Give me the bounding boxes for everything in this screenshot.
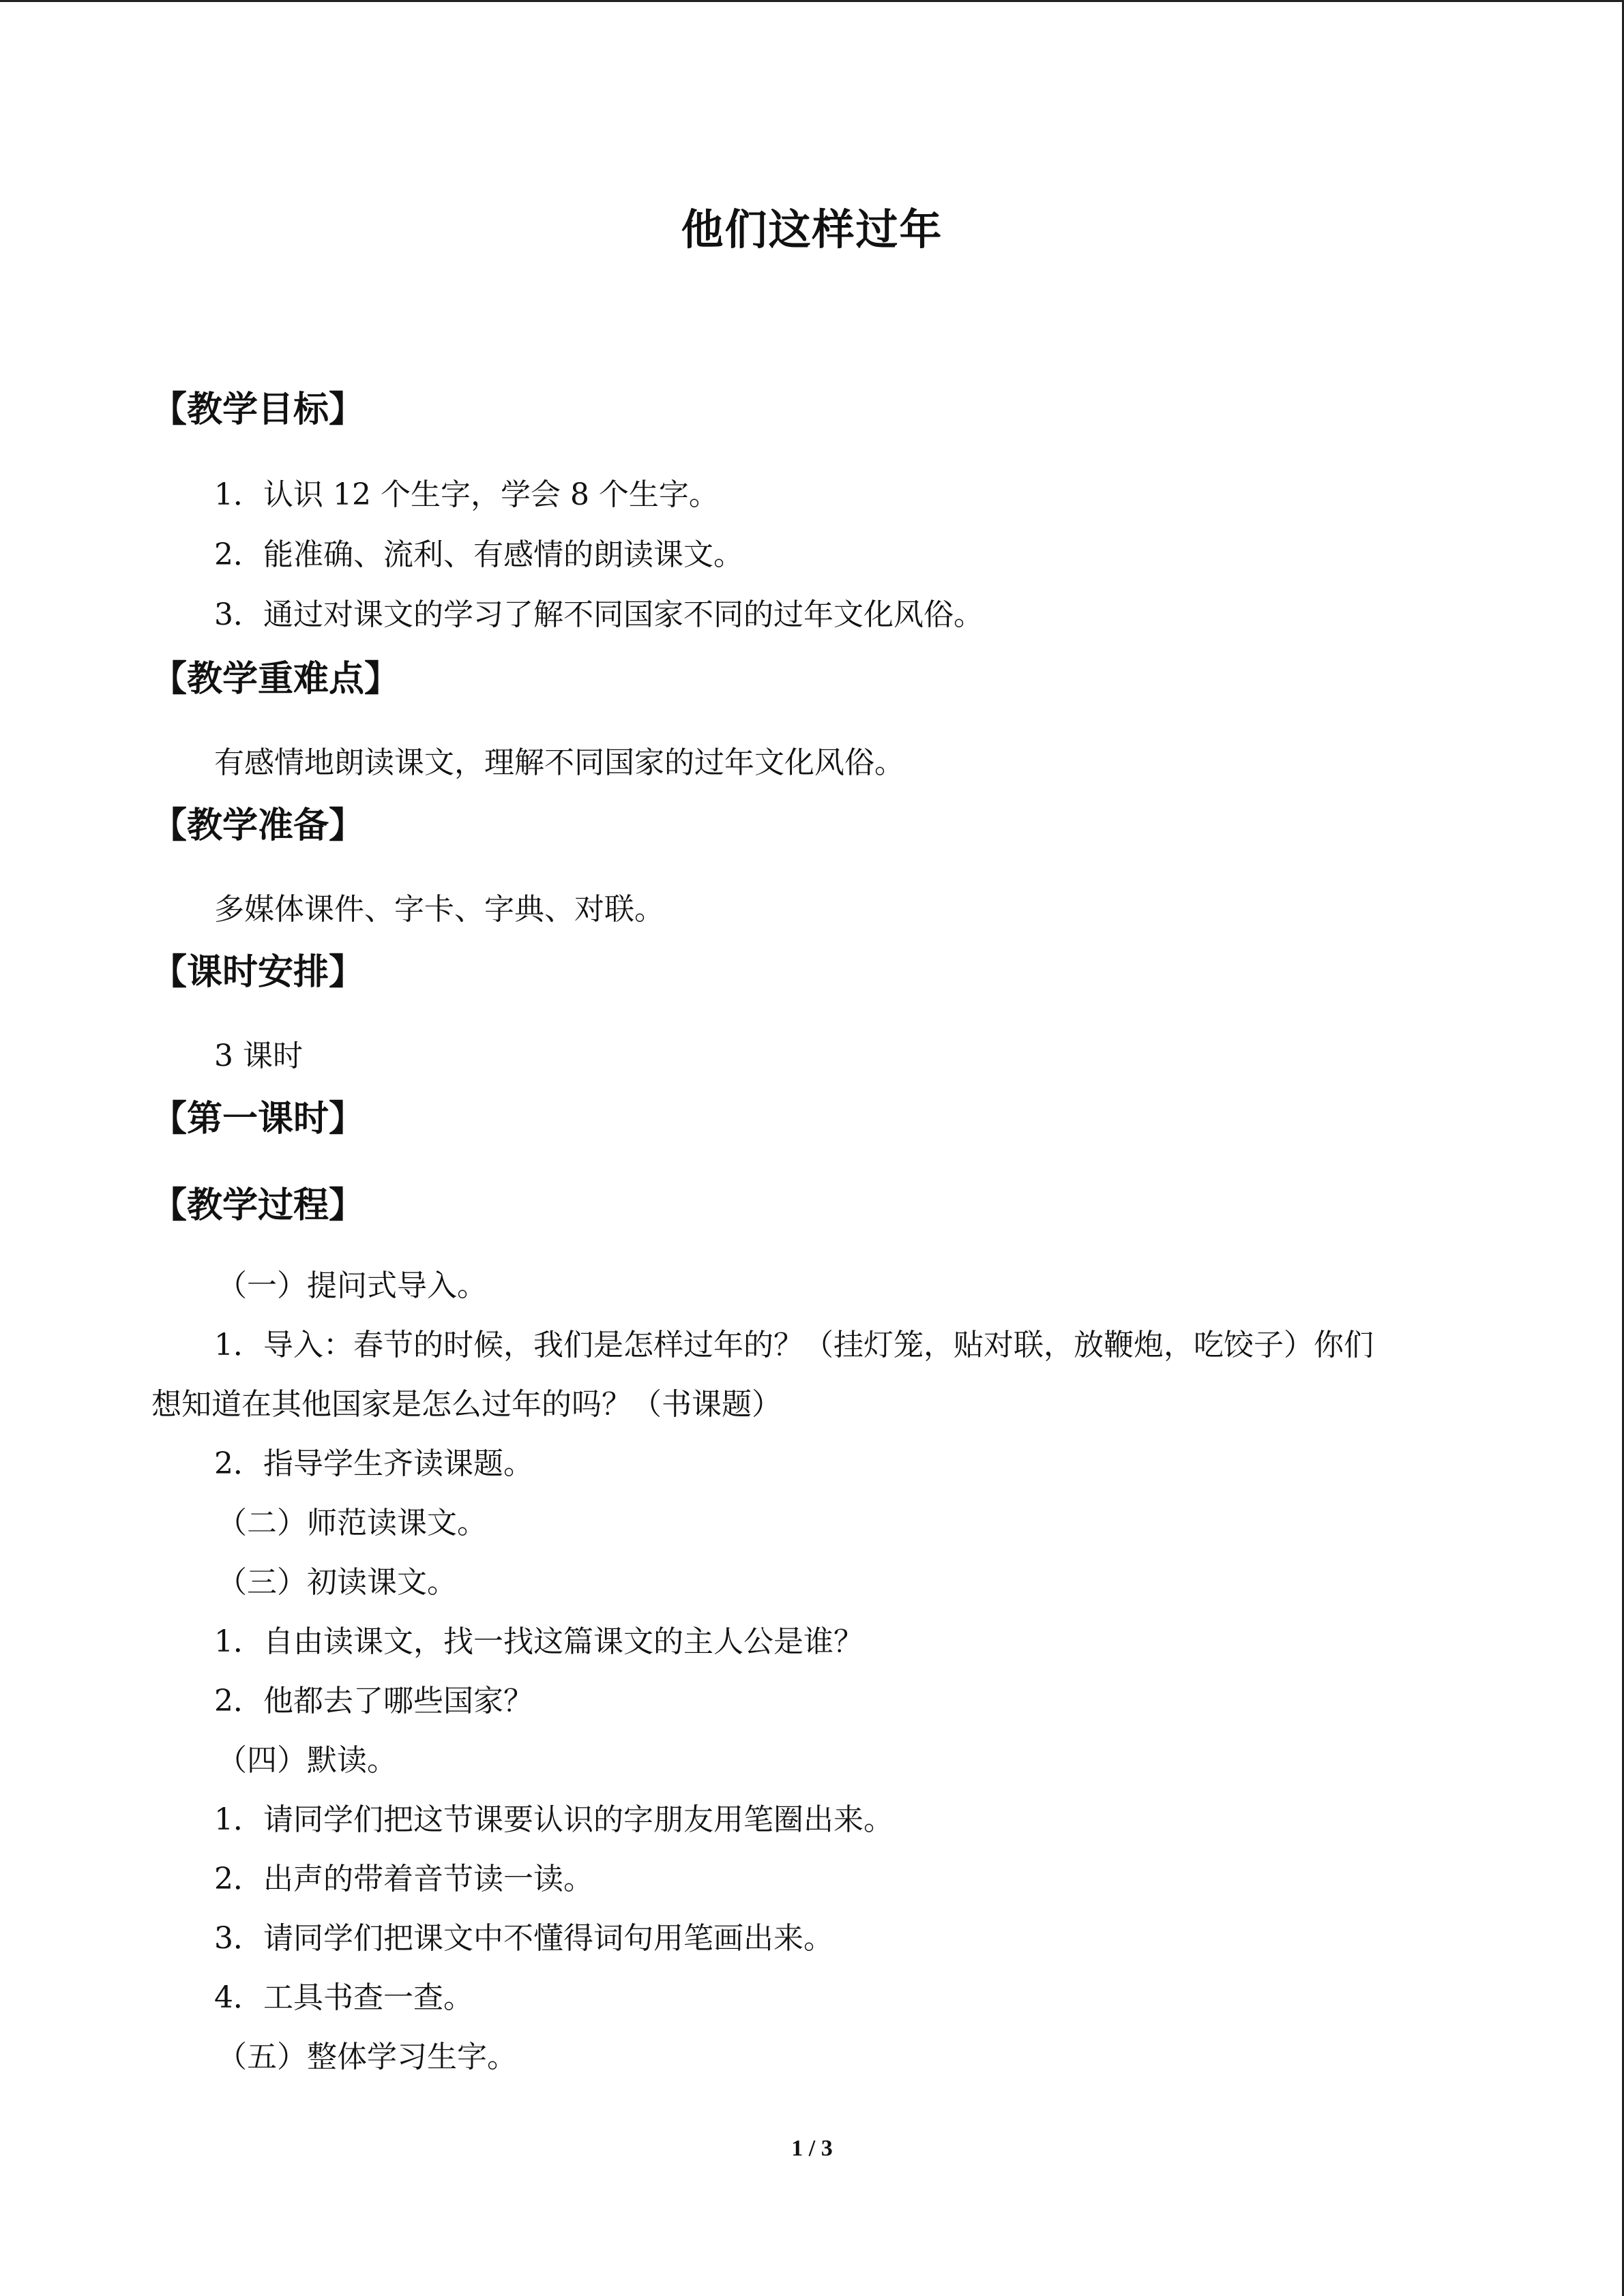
process-line-1: （一）提问式导入。: [217, 1268, 487, 1303]
objective-item-2: 2．能准确、流利、有感情的朗读课文。: [214, 537, 743, 572]
heading-preparation: 【教学准备】: [151, 805, 365, 846]
process-line-8: 2．他都去了哪些国家？: [214, 1684, 533, 1718]
heading-key-points: 【教学重难点】: [151, 659, 400, 700]
heading-process: 【教学过程】: [151, 1185, 365, 1226]
heading-first-lesson: 【第一课时】: [151, 1099, 365, 1139]
process-line-5: （二）师范读课文。: [217, 1506, 487, 1540]
key-points-text: 有感情地朗读课文，理解不同国家的过年文化风俗。: [214, 745, 904, 780]
heading-schedule: 【课时安排】: [151, 952, 365, 993]
process-line-7: 1．自由读课文，找一找这篇课文的主人公是谁？: [214, 1624, 863, 1659]
process-line-10: 1．请同学们把这节课要认识的字朋友用笔圈出来。: [214, 1802, 894, 1837]
heading-objectives: 【教学目标】: [151, 389, 365, 430]
objective-item-3: 3．通过对课文的学习了解不同国家不同的过年文化风俗。: [214, 597, 984, 632]
process-line-12: 3．请同学们把课文中不懂得词句用笔画出来。: [214, 1921, 833, 1956]
process-line-13: 4．工具书查一查。: [214, 1980, 473, 2015]
process-line-14: （五）整体学习生字。: [217, 2040, 517, 2074]
preparation-text: 多媒体课件、字卡、字典、对联。: [214, 892, 664, 927]
process-line-4: 2．指导学生齐读课题。: [214, 1446, 533, 1481]
process-line-11: 2．出声的带着音节读一读。: [214, 1862, 593, 1896]
page-number: 1 / 3: [791, 2136, 833, 2161]
objective-item-1: 1．认识 12 个生字，学会 8 个生字。: [214, 477, 719, 512]
process-line-6: （三）初读课文。: [217, 1565, 457, 1600]
schedule-text: 3 课时: [214, 1039, 303, 1073]
document-title: 他们这样过年: [681, 205, 943, 254]
process-line-3: 想知道在其他国家是怎么过年的吗？（书课题）: [151, 1387, 782, 1422]
process-line-2: 1．导入：春节的时候，我们是怎样过年的？（挂灯笼，贴对联，放鞭炮，吃饺子）你们: [214, 1328, 1374, 1362]
process-line-9: （四）默读。: [217, 1743, 397, 1778]
